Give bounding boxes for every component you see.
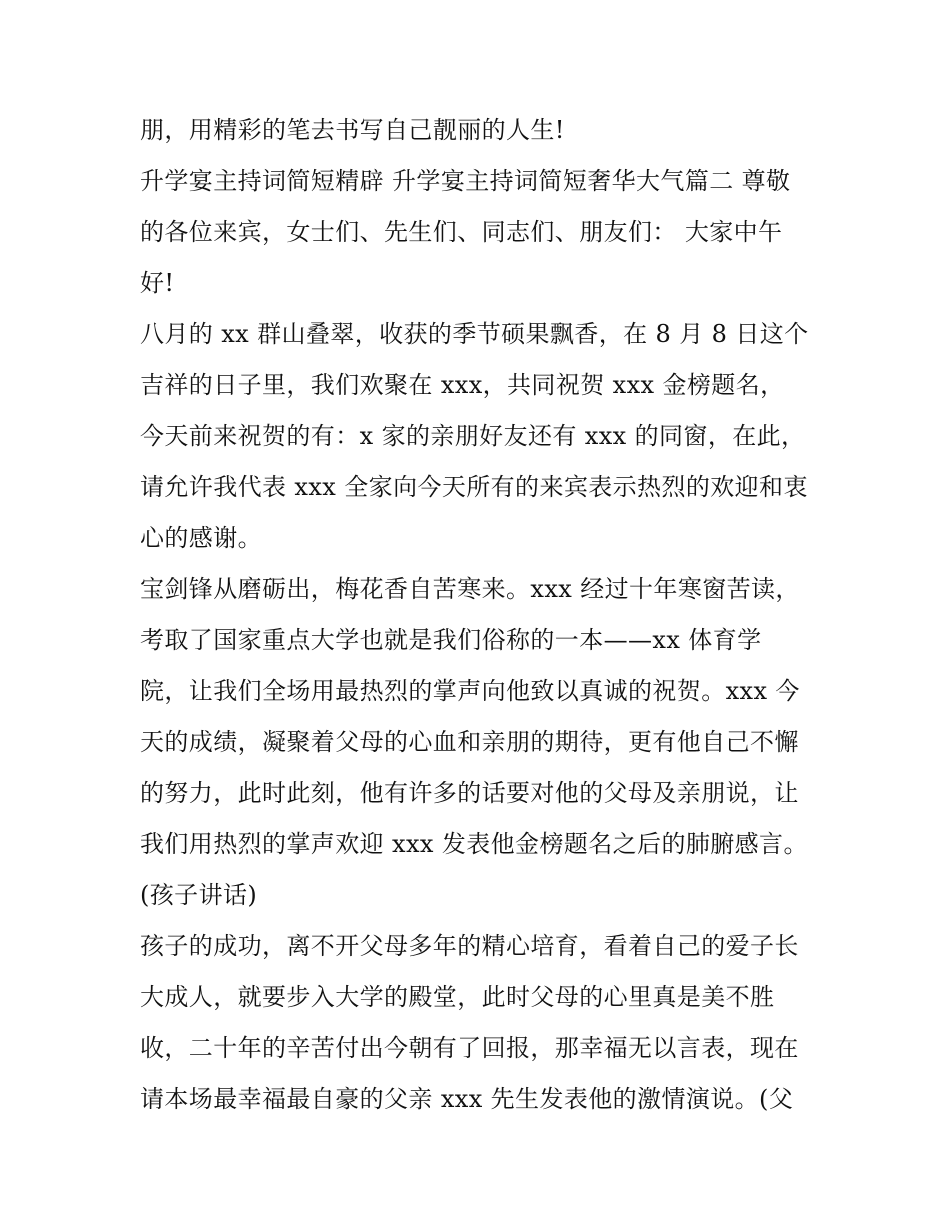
text-line: 升学宴主持词简短精辟 升学宴主持词简短奢华大气篇二 尊敬 bbox=[140, 167, 791, 195]
text-line: 好! bbox=[140, 269, 175, 297]
text-line: 吉祥的日子里，我们欢聚在 xxx，共同祝贺 xxx 金榜题名， bbox=[140, 371, 785, 399]
text-line: 的努力，此时此刻，他有许多的话要对他的父母及亲朋说，让 bbox=[140, 779, 799, 807]
text-line: 院，让我们全场用最热烈的掌声向他致以真诚的祝贺。xxx 今 bbox=[140, 677, 800, 705]
text-line: 心的感谢。 bbox=[140, 524, 262, 552]
text-line: 朋，用精彩的笔去书写自己靓丽的人生! bbox=[140, 116, 565, 144]
text-line: 的各位来宾，女士们、先生们、同志们、朋友们： 大家中午 bbox=[140, 218, 783, 246]
text-line: 孩子的成功，离不开父母多年的精心培育，看着自己的爱子长 bbox=[140, 932, 799, 960]
text-line: 大成人，就要步入大学的殿堂，此时父母的心里真是美不胜 bbox=[140, 983, 775, 1011]
text-line: 请允许我代表 xxx 全家向今天所有的来宾表示热烈的欢迎和衷 bbox=[140, 473, 808, 501]
text-line: 我们用热烈的掌声欢迎 xxx 发表他金榜题名之后的肺腑感言。 bbox=[140, 830, 808, 858]
text-line: 八月的 xx 群山叠翠，收获的季节硕果飘香，在 8 月 8 日这个 bbox=[140, 320, 809, 348]
text-line: 宝剑锋从磨砺出，梅花香自苦寒来。xxx 经过十年寒窗苦读， bbox=[140, 575, 800, 603]
document-body bbox=[140, 105, 820, 1125]
text-line: 请本场最幸福最自豪的父亲 xxx 先生发表他的激情演说。(父 bbox=[140, 1085, 794, 1113]
text-line: 收，二十年的辛苦付出今朝有了回报，那幸福无以言表，现在 bbox=[140, 1034, 799, 1062]
text-line: (孩子讲话) bbox=[140, 881, 258, 909]
text-line: 天的成绩，凝聚着父母的心血和亲朋的期待，更有他自己不懈 bbox=[140, 728, 799, 756]
text-line: 考取了国家重点大学也就是我们俗称的一本——xx 体育学 bbox=[140, 626, 762, 654]
text-line: 今天前来祝贺的有：x 家的亲朋好友还有 xxx 的同窗，在此， bbox=[140, 422, 806, 450]
